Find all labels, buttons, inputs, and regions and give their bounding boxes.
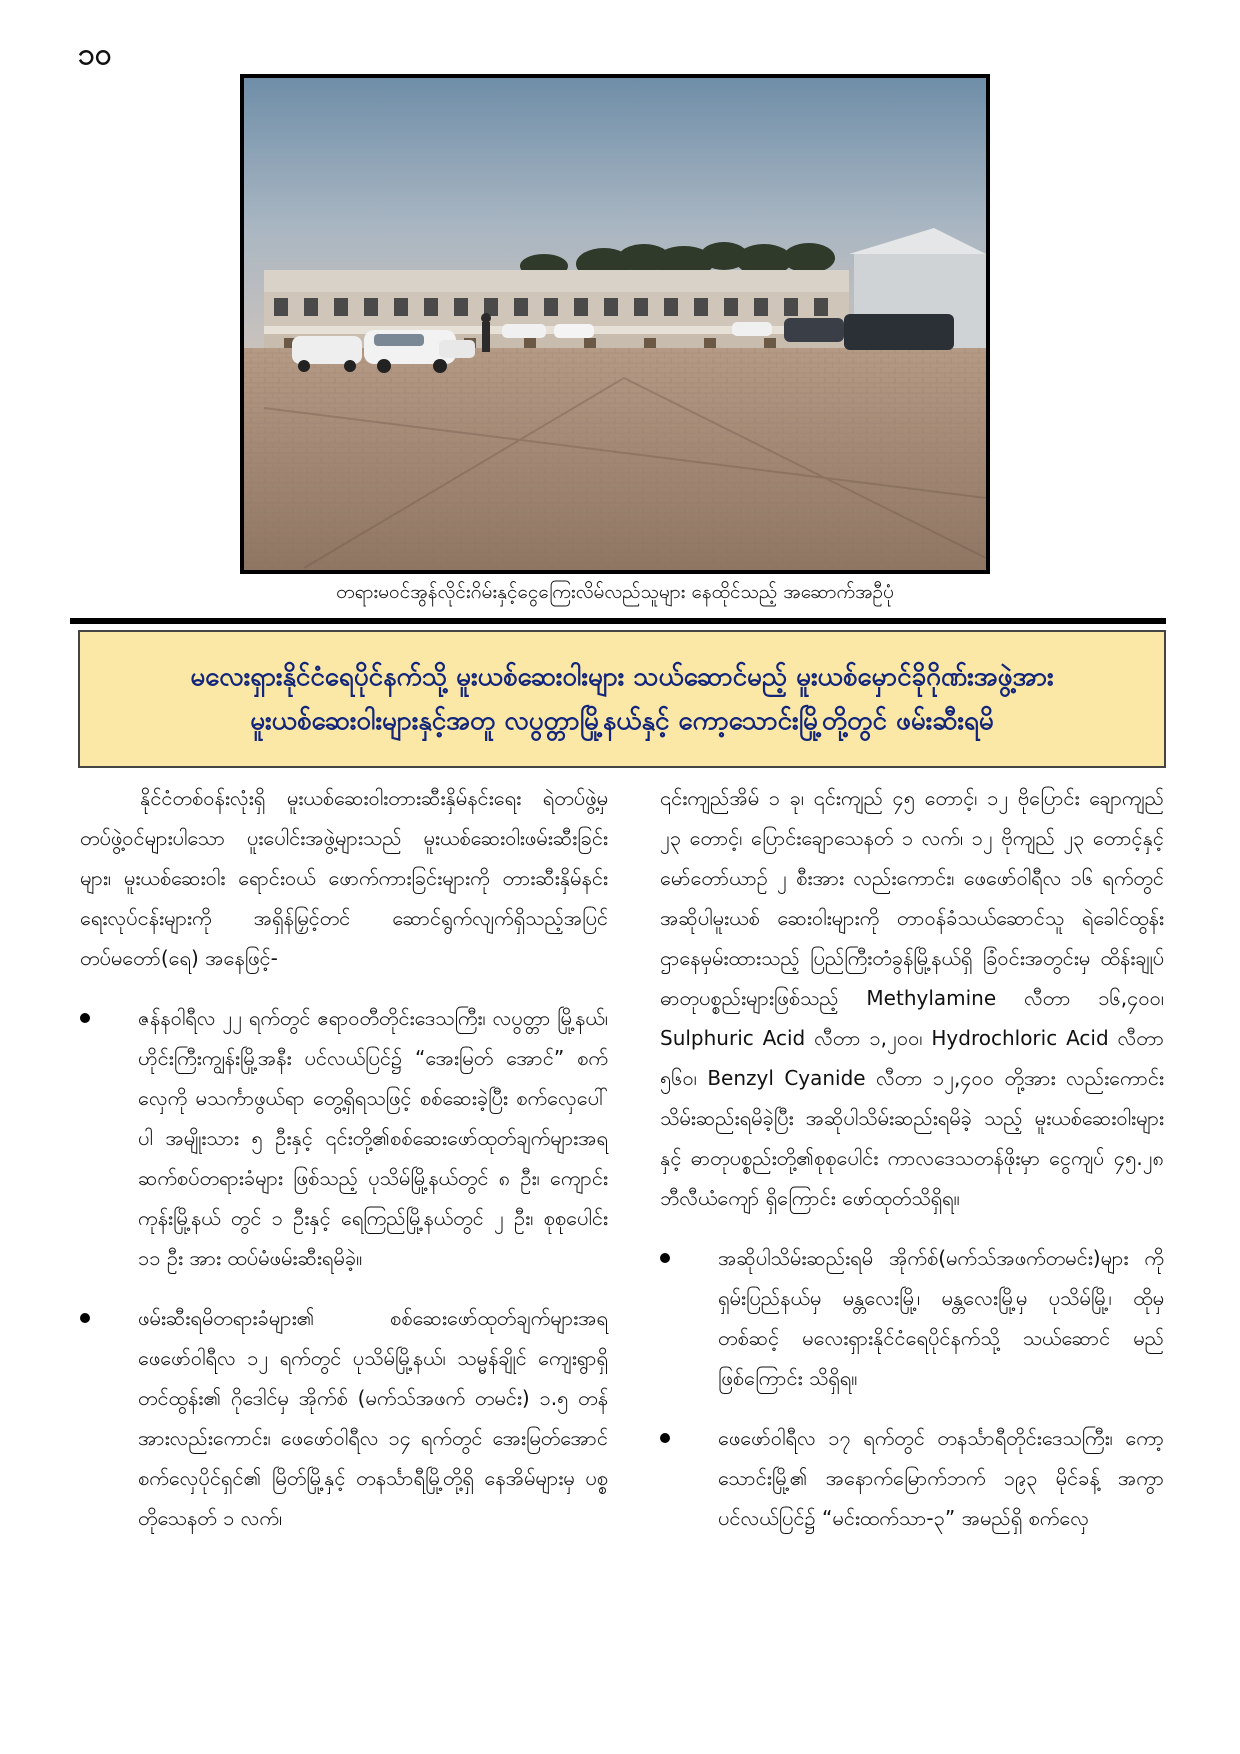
headline-box: [78, 630, 1166, 768]
section-divider: [70, 618, 1166, 624]
list-item: [80, 1298, 608, 1538]
bullet-icon: [660, 1253, 670, 1263]
building-photo: [240, 74, 990, 574]
list-item: [80, 998, 608, 1278]
photo-caption: တရားမဝင်အွန်လိုင်းဂိမ်းနှင့်ငွေကြေးလိမ်လည်သူများ နေထိုင်သည့် အဆောက်အဦပုံ: [336, 581, 894, 603]
bullet-text-3: အဆိုပါသိမ်းဆည်းရမိ အိုက်စ်(မက်သ်အဖက်တမင်း)များ ကို ရှမ်းပြည်နယ်မှ မန္တလေးမြို့၊ မန္တလေးမြို့မှ ပုသိမ်မြို့၊ ထိုမှတစ်ဆင့် မလေးရှားနိုင်ငံရေပိုင်နက်သို့ သယ်ဆောင် မည်ဖြစ်ကြောင်း သိရှိရ။: [718, 1246, 1164, 1390]
intro-paragraph: နိုင်ငံတစ်ဝန်းလုံးရှိ မူးယစ်ဆေးဝါးတားဆီးနှိမ်နင်းရေး ရဲတပ်ဖွဲ့မှ တပ်ဖွဲ့ဝင်များပါသော ပူးပေါင်းအဖွဲ့များသည် မူးယစ်ဆေးဝါးဖမ်းဆီးခြင်းများ၊ မူးယစ်ဆေးဝါး ရောင်းဝယ် ဖောက်ကားခြင်းများကို တားဆီးနှိမ်နင်းရေးလုပ်ငန်းများကို အရှိန်မြှင့်တင် ဆောင်ရွက်လျက်ရှိသည့်အပြင် တပ်မတော်(ရေ) အနေဖြင့်-: [80, 786, 608, 970]
list-item: [660, 1418, 1164, 1538]
continuation-paragraph: ၎င်းကျည်အိမ် ၁ ခု၊ ၎င်းကျည် ၄၅ တောင့်၊ ၁၂ ဗိုပြောင်း ချောကျည် ၂၃ တောင့်၊ ပြောင်းချောသေနတ် ၁ လက်၊ ၁၂ ဗိုကျည် ၂၃ တောင့်နှင့် မော်တော်ယာဉ် ၂ စီးအား လည်းကောင်း၊ ဖေဖော်ဝါရီလ ၁၆ ရက်တွင် အဆိုပါမူးယစ် ဆေးဝါးများကို တာဝန်ခံသယ်ဆောင်သူ ရဲခေါင်ထွန်း ဌာနေမှမ်းထားသည့် ပြည်ကြီးတံခွန်မြို့နယ်ရှိ ခြံဝင်းအတွင်းမှ ထိန်းချုပ်ဓာတုပစ္စည်းများဖြစ်သည့် Methylamine လီတာ ၁၆,၄၀၀၊ Sulphuric Acid လီတာ ၁,၂၀၀၊ Hydrochloric Acid လီတာ ၅၆၀၊ Benzyl Cyanide လီတာ ၁၂,၄၀၀ တို့အား လည်းကောင်း သိမ်းဆည်းရမိခဲ့ပြီး အဆိုပါသိမ်းဆည်းရမိခဲ့ သည့် မူးယစ်ဆေးဝါးများနှင့် ဓာတုပစ္စည်းတို့၏စုစုပေါင်း ကာလဒေသတန်ဖိုးမှာ ငွေကျပ် ၄၅.၂၈ ဘီလီယံကျော် ရှိကြောင်း ဖော်ထုတ်သိရှိရ။: [660, 786, 1164, 1210]
left-column: [80, 778, 608, 1538]
list-item: [660, 1238, 1164, 1398]
bullet-text-4: ဖေဖော်ဝါရီလ ၁၇ ရက်တွင် တနင်္သာရီတိုင်းဒေသကြီး၊ ကော့သောင်းမြို့၏ အနောက်မြောက်ဘက် ၁၉၃ မိုင်ခန့် အကွာ ပင်လယ်ပြင်၌ “မင်းထက်သာ-၃” အမည်ရှိ စက်လှေ: [718, 1426, 1164, 1530]
right-column: [660, 778, 1164, 1538]
building-photo-image: [244, 78, 986, 570]
bullet-text-2: ဖမ်းဆီးရမိတရားခံများ၏ စစ်ဆေးဖော်ထုတ်ချက်များအရ ဖေဖော်ဝါရီလ ၁၂ ရက်တွင် ပုသိမ်မြို့နယ်၊ သမ္မန်ချိုင် ကျေးရွာရှိ တင်ထွန်း၏ ဂိုဒေါင်မှ အိုက်စ် (မက်သ်အဖက် တမင်း) ၁.၅ တန်အားလည်းကောင်း၊ ဖေဖော်ဝါရီလ ၁၄ ရက်တွင် အေးမြတ်အောင် စက်လှေပိုင်ရှင်၏ မြိတ်မြို့နှင့် တနင်္သာရီမြို့တို့ရှိ နေအိမ်များမှ ပစ္စတိုသေနတ် ၁ လက်၊: [138, 1306, 608, 1530]
bullet-icon: [660, 1433, 670, 1443]
bullet-text-1: ဇန်နဝါရီလ ၂၂ ရက်တွင် ဧရာဝတီတိုင်းဒေသကြီး၊ လပွတ္တာ မြို့နယ်၊ ဟိုင်းကြီးကျွန်းမြို့အနီး ပင်လယ်ပြင်၌ “အေးမြတ် အောင်” စက်လှေကို မသင်္ကာဖွယ်ရာ တွေ့ရှိရသဖြင့် စစ်ဆေးခဲ့ပြီး စက်လှေပေါ်ပါ အမျိုးသား ၅ ဦးနှင့် ၎င်းတို့၏စစ်ဆေးဖော်ထုတ်ချက်များအရ ဆက်စပ်တရားခံများ ဖြစ်သည့် ပုသိမ်မြို့နယ်တွင် ၈ ဦး၊ ကျောင်းကုန်းမြို့နယ် တွင် ၁ ဦးနှင့် ရေကြည်မြို့နယ်တွင် ၂ ဦး၊ စုစုပေါင်း ၁၁ ဦး အား ထပ်မံဖမ်းဆီးရမိခဲ့။: [138, 1006, 608, 1270]
page-number: ၁၀: [78, 37, 112, 72]
bullet-icon: [80, 1013, 90, 1023]
headline-line-1: မလေးရှားနိုင်ငံရေပိုင်နက်သို့ မူးယစ်ဆေးဝါးများ သယ်ဆောင်မည့် မူးယစ်မှောင်ခိုဂိုဏ်းအဖွဲ့အား: [190, 662, 1054, 692]
bullet-icon: [80, 1313, 90, 1323]
headline-line-2: မူးယစ်ဆေးဝါးများနှင့်အတူ လပွတ္တာမြို့နယ်နှင့် ကော့သောင်းမြို့တို့တွင် ဖမ်းဆီးရမိ: [250, 706, 994, 736]
